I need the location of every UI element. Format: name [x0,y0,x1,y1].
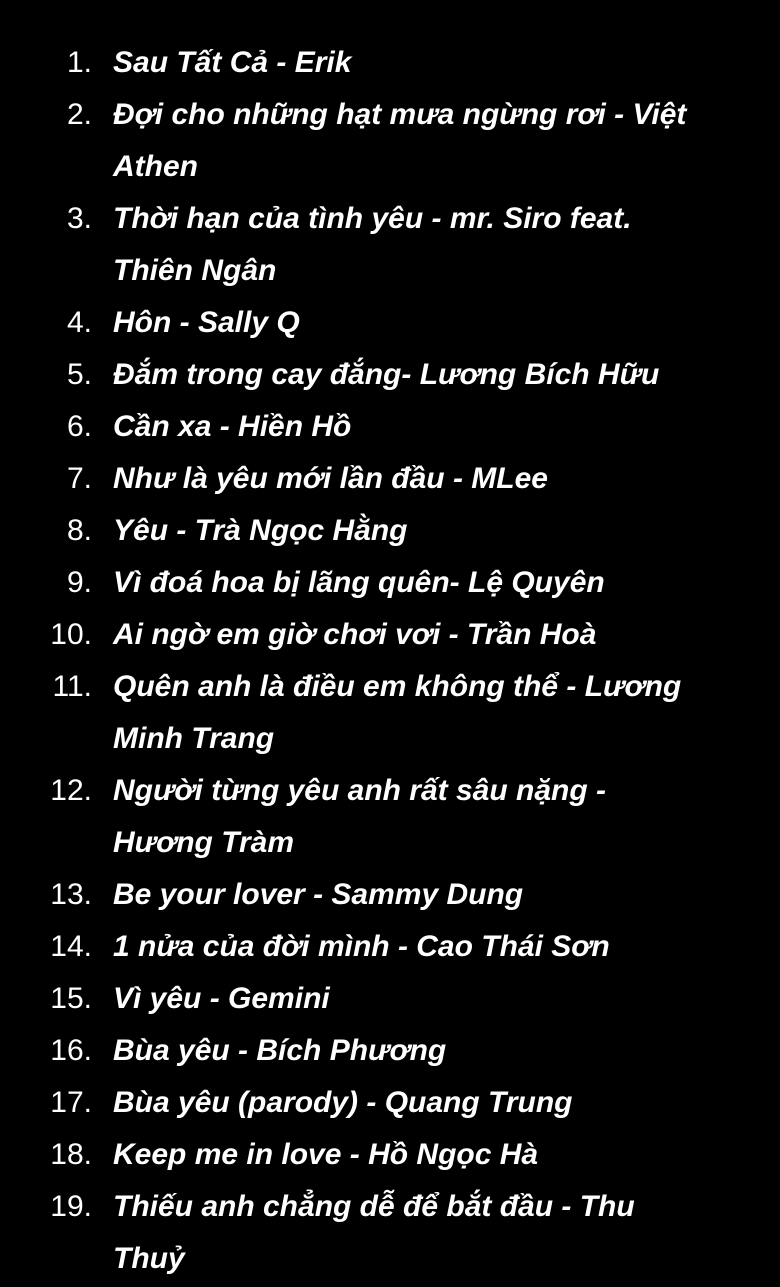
song-title-line: Keep me in love - Hồ Ngọc Hà [113,1138,539,1171]
song-title-line: Yêu - Trà Ngọc Hằng [113,514,408,547]
list-number: 16. [50,1034,92,1067]
song-title-line: Athen [113,150,198,183]
song-title-line: Hôn - Sally Q [113,306,300,339]
list-number: 6. [66,410,92,443]
list-item [0,765,780,869]
list-item [0,1181,780,1285]
song-title [113,973,330,1025]
song-title-line: Thời hạn của tình yêu - mr. Siro feat. [113,202,632,235]
list-number: 19. [50,1190,92,1223]
list-number: 10. [50,618,92,651]
song-title-line: Minh Trang [113,722,275,755]
list-item [0,37,780,89]
song-title [113,349,659,401]
song-title [113,921,610,973]
list-item [0,349,780,401]
list-number: 3. [66,202,92,235]
list-number: 13. [50,878,92,911]
song-title [113,1129,538,1181]
song-title [113,869,523,921]
song-title [113,505,408,557]
song-title [113,37,351,89]
song-title-line: Như là yêu mới lần đầu - MLee [113,462,548,495]
list-item [0,1077,780,1129]
song-title-line: Thiên Ngân [113,254,277,287]
song-title [113,89,686,193]
song-title-line: Be your lover - Sammy Dung [113,878,524,911]
list-number: 2. [66,98,92,131]
song-title-line: Hương Tràm [113,826,295,859]
list-item [0,297,780,349]
list-item [0,401,780,453]
song-title-line: Ai ngờ em giờ chơi vơi - Trần Hoà [113,618,597,651]
list-item [0,1025,780,1077]
list-number: 5. [66,358,92,391]
list-number: 17. [50,1086,92,1119]
song-title-line: 1 nửa của đời mình - Cao Thái Sơn [113,930,610,963]
list-number: 7. [66,462,92,495]
list-number: 11. [52,670,92,703]
song-title-line: Thiếu anh chẳng dễ để bắt đầu - Thu [113,1190,635,1223]
song-title-line: Thuỷ [113,1242,185,1275]
list-number: 4. [66,306,92,339]
list-item [0,609,780,661]
list-number: 15. [50,982,92,1015]
song-title [113,661,681,765]
song-title-line: Cần xa - Hiền Hồ [113,410,352,443]
song-title-line: Đắm trong cay đắng- Lương Bích Hữu [113,358,660,391]
list-number: 8. [66,514,92,547]
list-number: 14. [50,930,92,963]
list-item [0,193,780,297]
list-item [0,453,780,505]
list-item [0,1129,780,1181]
list-item [0,661,780,765]
song-title [113,453,548,505]
song-title-line: Người từng yêu anh rất sâu nặng - [113,774,607,807]
list-number: 18. [50,1138,92,1171]
song-title-line: Vì yêu - Gemini [113,982,330,1015]
list-item [0,89,780,193]
song-title-line: Quên anh là điều em không thể - Lương [113,670,682,703]
song-title-line: Vì đoá hoa bị lãng quên- Lệ Quyên [113,566,605,599]
song-title [113,1025,446,1077]
song-title-line: Đợi cho những hạt mưa ngừng rơi - Việt [113,98,687,131]
list-item [0,505,780,557]
song-title [113,609,596,661]
list-number: 1. [66,46,92,79]
song-title-line: Bùa yêu (parody) - Quang Trung [113,1086,573,1119]
list-number: 9. [66,566,92,599]
list-number: 12. [50,774,92,807]
song-title [113,401,351,453]
song-title [113,557,605,609]
list-item [0,921,780,973]
song-title [113,297,300,349]
song-title [113,1181,635,1285]
list-item [0,869,780,921]
song-title [113,1077,572,1129]
song-title [113,193,632,297]
song-title-line: Sau Tất Cả - Erik [113,46,352,79]
list-item [0,973,780,1025]
list-item [0,557,780,609]
song-title-line: Bùa yêu - Bích Phương [113,1034,447,1067]
song-title [113,765,606,869]
